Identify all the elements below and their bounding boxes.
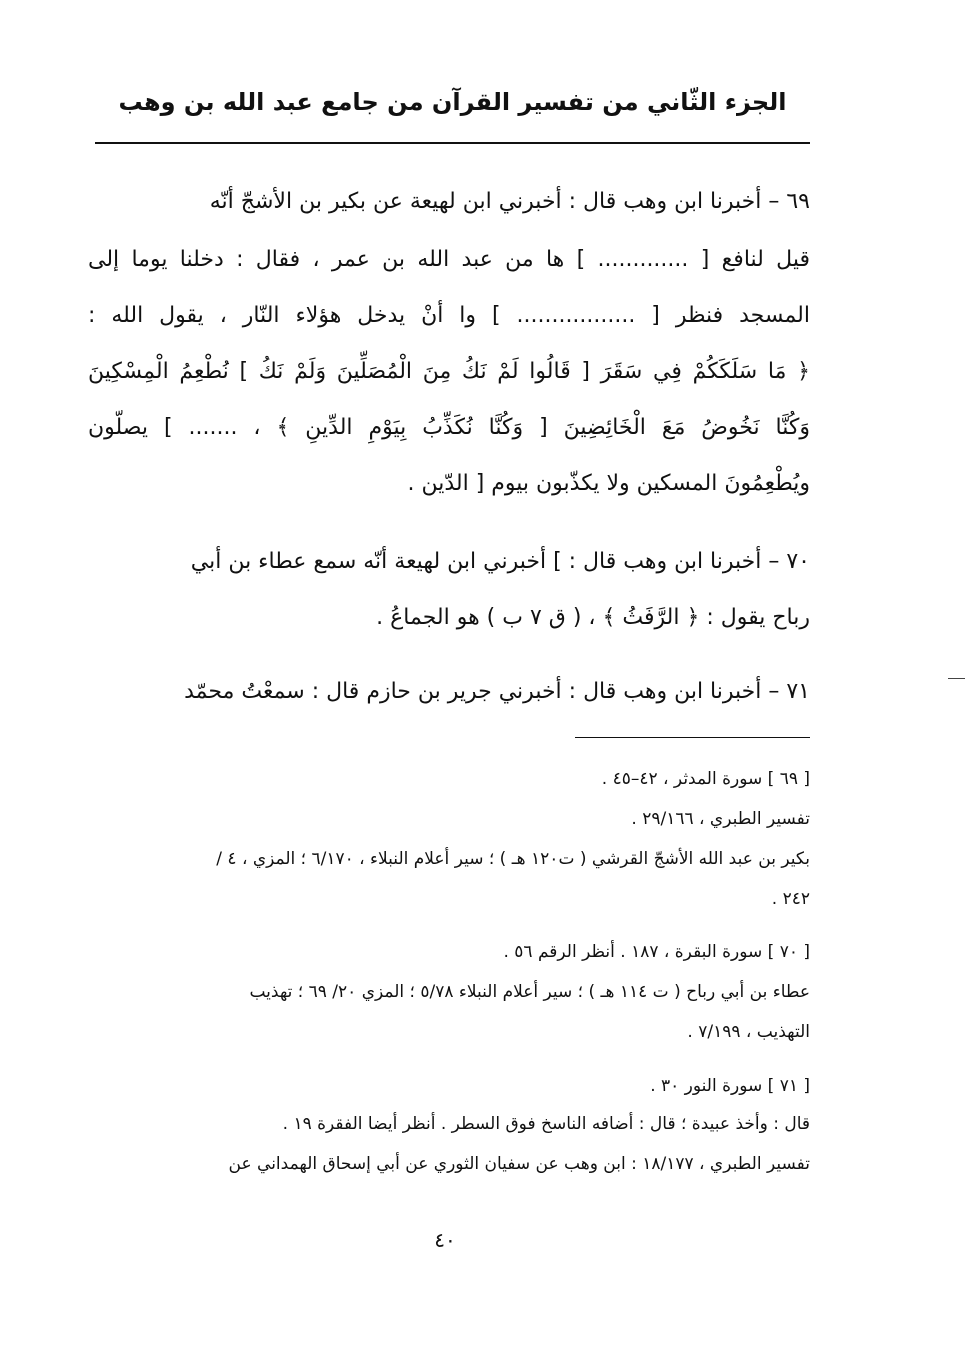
paragraph-69-line-1: ٦٩ – أخبرنا ابن وهب قال : أخبرني ابن لهيعة عن بكير بن الأشجّ أنّه: [209, 189, 810, 214]
paragraph-69-line-2: قيل لنافع [ ............. ] ها من عبد الله بن عمر ، فقال : دخلنا يوما إلى: [88, 247, 810, 272]
footnote-divider: [575, 737, 810, 738]
running-header: الجزء الثّاني من تفسير القرآن من جامع عبد الله بن وهب: [118, 88, 787, 116]
footnote-69-ref: [ ٦٩ ] سورة المدثر ، ٤٢–٤٥ .: [601, 769, 810, 789]
quran-verse-line-1: ﴿ مَا سَلَكَكُمْ فِي سَقَرَ [ قَالُوا لَمْ نَكُ مِنَ الْمُصَلِّينَ وَلَمْ نَكُ ] نُطْعِمُ الْمِسْكِينَ: [88, 359, 810, 384]
margin-mark: [948, 678, 965, 679]
footnote-69-bio-line-1: بكير بن عبد الله الأشجّ القرشي ( ت١٢٠ هـ ) ؛ سير أعلام النبلاء ، ٦/١٧٠ ؛ المزي ، ٤ /: [216, 849, 810, 869]
paragraph-70-line-2: رباح يقول : ﴿ الرَّفَثُ ﴾ ، ( ق ٧ ب ) هو الجماعُ .: [376, 605, 810, 630]
footnote-70-bio-line-1: عطاء بن أبي رباح ( ت ١١٤ هـ ) ؛ سير أعلام النبلاء ٥/٧٨ ؛ المزي ٢٠/ ٦٩ ؛ تهذيب: [249, 982, 810, 1002]
footnote-69-tafsir: تفسير الطبري ، ٢٩/١٦٦ .: [631, 809, 810, 829]
footnote-69-bio-line-2: ٢٤٢ .: [771, 889, 810, 909]
paragraph-70-line-1: ٧٠ – أخبرنا ابن وهب قال : ] أخبرني ابن لهيعة أنّه سمع عطاء بن أبي: [190, 549, 810, 574]
paragraph-71-line-1: ٧١ – أخبرنا ابن وهب قال : أخبرني جرير بن حازم قال : سمعْتُ محمّد: [184, 679, 810, 704]
page-number: ٤٠: [434, 1228, 456, 1252]
paragraph-69-line-6: ويُطْعِمُونَ المسكين ولا يكذّبون بيوم [ الدّين .: [407, 471, 810, 496]
footnote-71-ref: [ ٧١ ] سورة النور ٣٠ .: [650, 1076, 810, 1096]
header-divider: [95, 142, 810, 144]
paragraph-69-line-3: المسجد فنظر [ ................. ] وا أنْ يدخل هؤلاء النّار ، يقول الله :: [88, 303, 810, 328]
footnote-71-note: قال : وأخذ عبيدة ؛ قال : أضافه الناسخ فوق السطر . أنظر أيضا الفقرة ١٩ .: [282, 1114, 810, 1134]
footnote-70-ref: [ ٧٠ ] سورة البقرة ، ١٨٧ . أنظر الرقم ٥٦ .: [503, 942, 810, 962]
footnote-71-tafsir: تفسير الطبري ، ١٨/١٧٧ : ابن وهب عن سفيان الثوري عن أبي إسحاق الهمداني عن: [228, 1154, 810, 1174]
footnote-70-bio-line-2: التهذيب ، ٧/١٩٩ .: [687, 1022, 810, 1042]
quran-verse-line-2: وَكُنَّا نَخُوضُ مَعَ الْخَائِضِينَ [ وَكُنَّا نُكَذِّبُ بِيَوْمِ الدِّينِ ﴾ ، ....... ] يصلّون: [88, 415, 810, 440]
